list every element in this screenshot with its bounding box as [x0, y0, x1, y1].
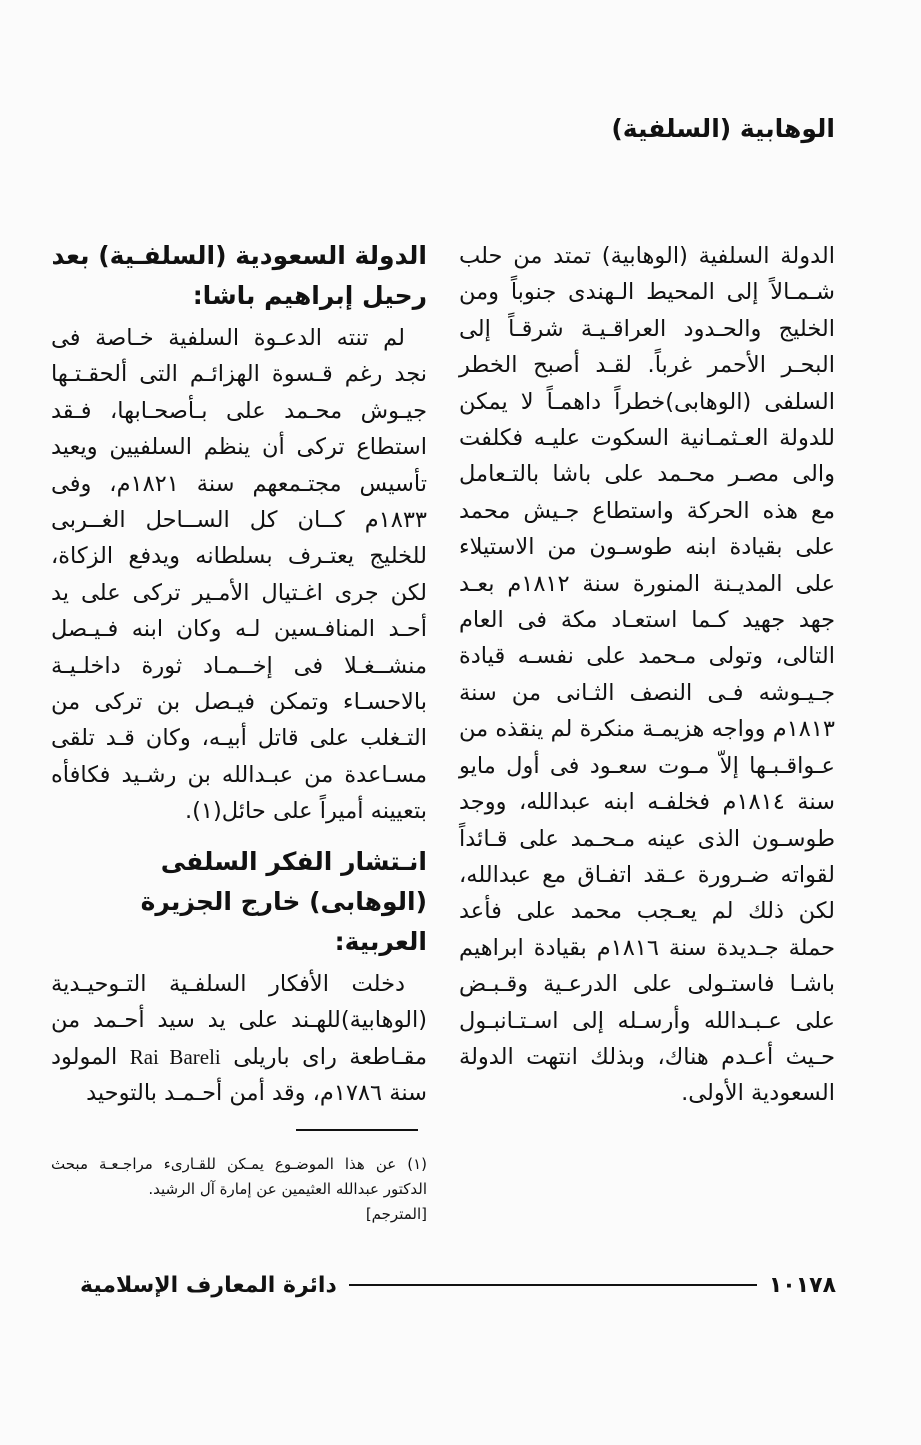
paragraph-2-text-before: دخلت الأفكار السلفـية التـوحيـدية (الوهابية)للهـند على يد سيد أحـمد من مقـاطعة راى باريلى	[51, 970, 428, 1070]
running-header-title: الوهابية (السلفية)	[611, 114, 835, 143]
right-column	[459, 238, 835, 1112]
footnote-translator-note: [المترجم]	[365, 1205, 427, 1223]
footnote-separator	[296, 1129, 418, 1131]
page-footer	[80, 1270, 836, 1300]
left-column-paragraph-1: لم تنته الدعـوة السلفية خـاصة فى نجد رغم قـسوة الهزائـم التى ألحقـتـها جيـوش محـمد على بـأصحـابها، فـقد استطاع تركى أن ينظم السلفيين ويعيد تأسيس مجتـمعهم سنة ١٨٢١م، وفى ١٨٣٣م كــان كل الســاحل الغــربى للخليج يعتـرف بسلطانه ويدفع الزكاة، لكن جرى اغـتيال الأمـير تركى على يد أحـد المنافـسين لـه وكان ابنه فـيـصل منشــغـلا فى إخــمـاد ثورة داخلـيـة بالاحسـاء وتمكن فيـصل بن تركى من التـغلب على قاتل أبيـه، وكان قـد تلقى مسـاعدة من عبـدالله بن رشـيد فكافأه بتعيينه أميراً على حائل(١).	[51, 325, 427, 825]
footer-publication-title: دائرة المعارف الإسلامية	[80, 1272, 337, 1298]
footnote-text: (١) عن هذا الموضـوع يمـكن للقـارىء مراجـعـة مبحث الدكتور عبدالله العثيمين عن إمارة آل الرشيد.	[51, 1155, 427, 1198]
left-column	[51, 236, 427, 1111]
right-column-paragraph: الدولة السلفية (الوهابية) تمتد من حلب شـمـالاً إلى المحيط الـهندى جنوباً ومن الخليج والحـدود العراقـيـة شرقـاً إلى البحـر الأحمر غرباً. لقـد أصبح الخطر السلفى (الوهابى)خطراً داهمـاً لا يمكن للدولة العـثمـانية السكوت عليـه فكلفت والى مصـر محـمد على باشا بالتـعامل مع هذه الحركة واستطاع جـيش محمد على بقيادة ابنه طوسـون من الاستيلاء على المديـنة المنورة سنة ١٨١٢م بعـد جهد جهيد كـما استعـاد مكة فى العام التالى، وتولى مـحمد على نفسـه قيادة جـيـوشه فـى النصف الثـانى من سنة ١٨١٣م وواجه هزيمـة منكرة لم ينقذه من عـواقـبـها إلاّ مـوت سعـود فى أول مايو سنة ١٨١٤م فخلفـه ابنه عبدالله، ووجد طوسـون الذى عينه مـحـمد على قـائداً لقواته ضـرورة عـقد اتفـاق مع عبدالله، لكن ذلك لم يعـجب محمد على فأعد حملة جـديدة سنة ١٨١٦م بقيادة ابراهيم باشـا فاستـولى على الدرعـية وقـبـض على عـبـدالله وأرسـله إلى اسـتـانبـول حـيث أعـدم هناك، وبذلك انتهت الدولة السعودية الأولى.	[459, 243, 836, 1107]
page-number: ١٠١٧٨	[768, 1272, 836, 1298]
footer-rule	[349, 1284, 757, 1286]
left-column-paragraph-2	[51, 966, 427, 1112]
section-heading-spread-of-salafism: انـتشار الفكر السلفى (الوهابى) خارج الجزيرة العربية:	[140, 846, 427, 956]
footnote	[51, 1152, 427, 1227]
section-heading-saudi-state: الدولة السعودية (السلفـية) بعد رحيل إبراهيم باشا:	[51, 241, 427, 310]
paragraph-2-text-after: المولود سنة ١٧٨٦م، وقد أمن أحـمـد بالتوحيد	[51, 1043, 427, 1106]
latin-place-name: Rai Bareli	[129, 1044, 221, 1069]
